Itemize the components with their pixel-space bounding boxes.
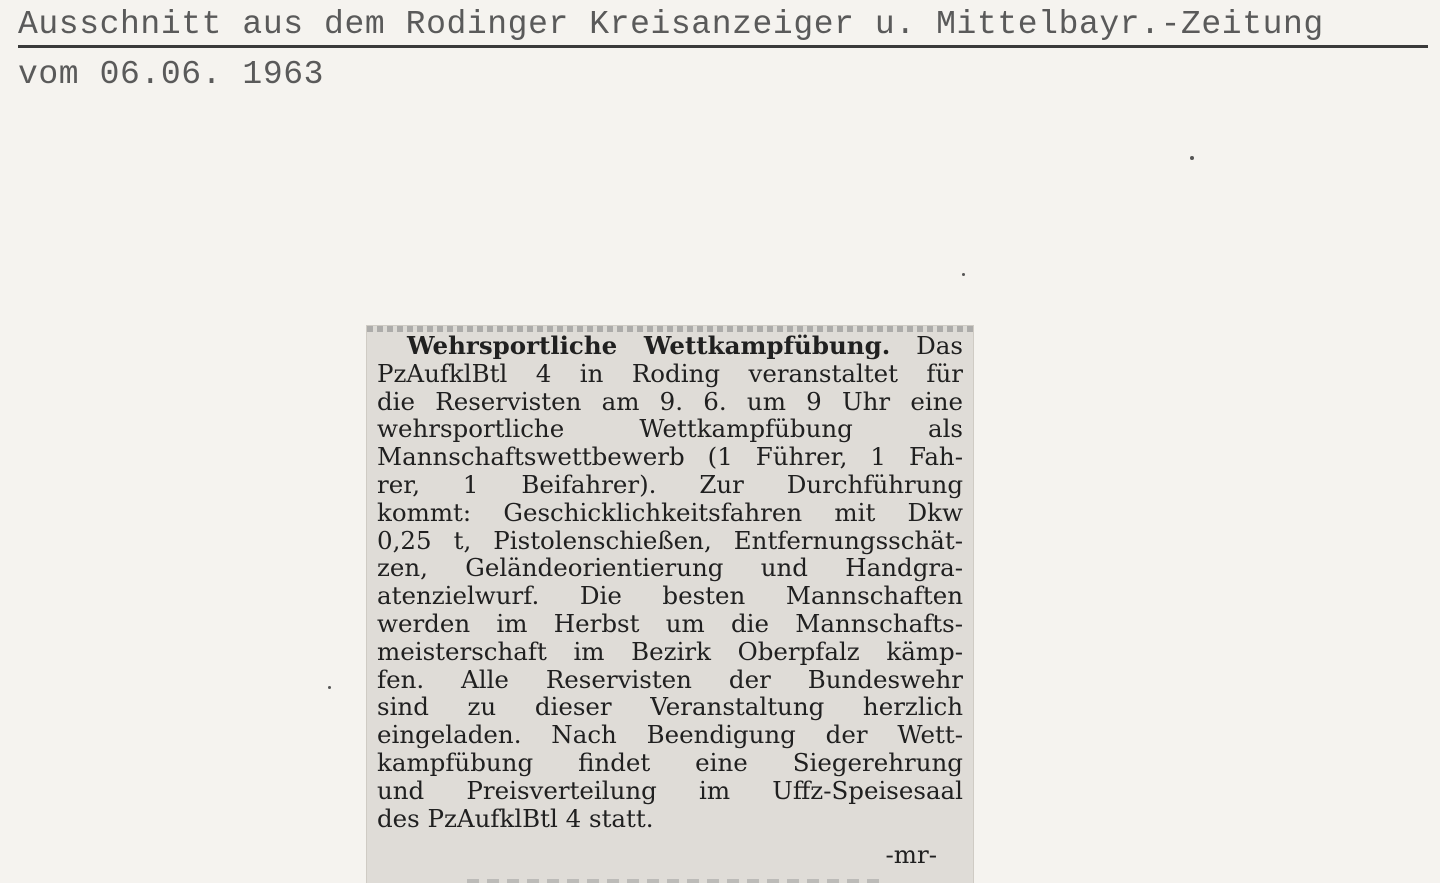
- article-line: rer, 1 Beifahrer). Zur Durchführung: [377, 469, 963, 499]
- article-line: zen, Geländeorientierung und Handgra-: [377, 553, 963, 583]
- article-text: [377, 332, 963, 832]
- article-line: fen. Alle Reservisten der Bundeswehr: [377, 664, 963, 694]
- article-line: sind zu dieser Veranstaltung herzlich: [377, 692, 963, 722]
- article-line: Das: [916, 331, 963, 360]
- source-line: Ausschnitt aus dem Rodinger Kreisanzeiger u. Mittelbayr.-Zeitung: [18, 6, 1428, 48]
- article-line: 0,25 t, Pistolenschießen, Entfernungsschät-: [377, 525, 963, 555]
- article-line: die Reservisten am 9. 6. um 9 Uhr eine: [377, 386, 963, 416]
- article-headline: Wehrsportliche Wettkampfübung.: [407, 331, 891, 360]
- article-line: des PzAufklBtl 4 statt.: [377, 803, 654, 833]
- paper-speck: [328, 686, 331, 689]
- article-line: wehrsportliche Wettkampfübung als: [377, 414, 963, 444]
- paper-speck: [962, 273, 965, 276]
- article-line: PzAufklBtl 4 in Roding veranstaltet für: [377, 358, 963, 388]
- paper-speck: [1190, 156, 1194, 160]
- clipping-bottom-edge: [467, 879, 887, 883]
- article-line: Mannschaftswettbewerb (1 Führer, 1 Fah-: [377, 442, 963, 472]
- article-line: kommt: Geschicklichkeitsfahren mit Dkw: [377, 497, 963, 527]
- article-first-line: [377, 332, 963, 360]
- author-signature: -mr-: [885, 840, 937, 869]
- article-line: und Preisverteilung im Uffz-Speisesaal: [377, 775, 963, 805]
- article-line: eingeladen. Nach Beendigung der Wett-: [377, 720, 963, 750]
- article-line: kampfübung findet eine Siegerehrung: [377, 747, 963, 777]
- article-line: meisterschaft im Bezirk Oberpfalz kämp-: [377, 636, 963, 666]
- article-line: atenzielwurf. Die besten Mannschaften: [377, 581, 963, 611]
- article-line: werden im Herbst um die Mannschafts-: [377, 608, 963, 638]
- date-line: vom 06.06. 1963: [18, 56, 325, 93]
- newspaper-clipping: [367, 326, 973, 883]
